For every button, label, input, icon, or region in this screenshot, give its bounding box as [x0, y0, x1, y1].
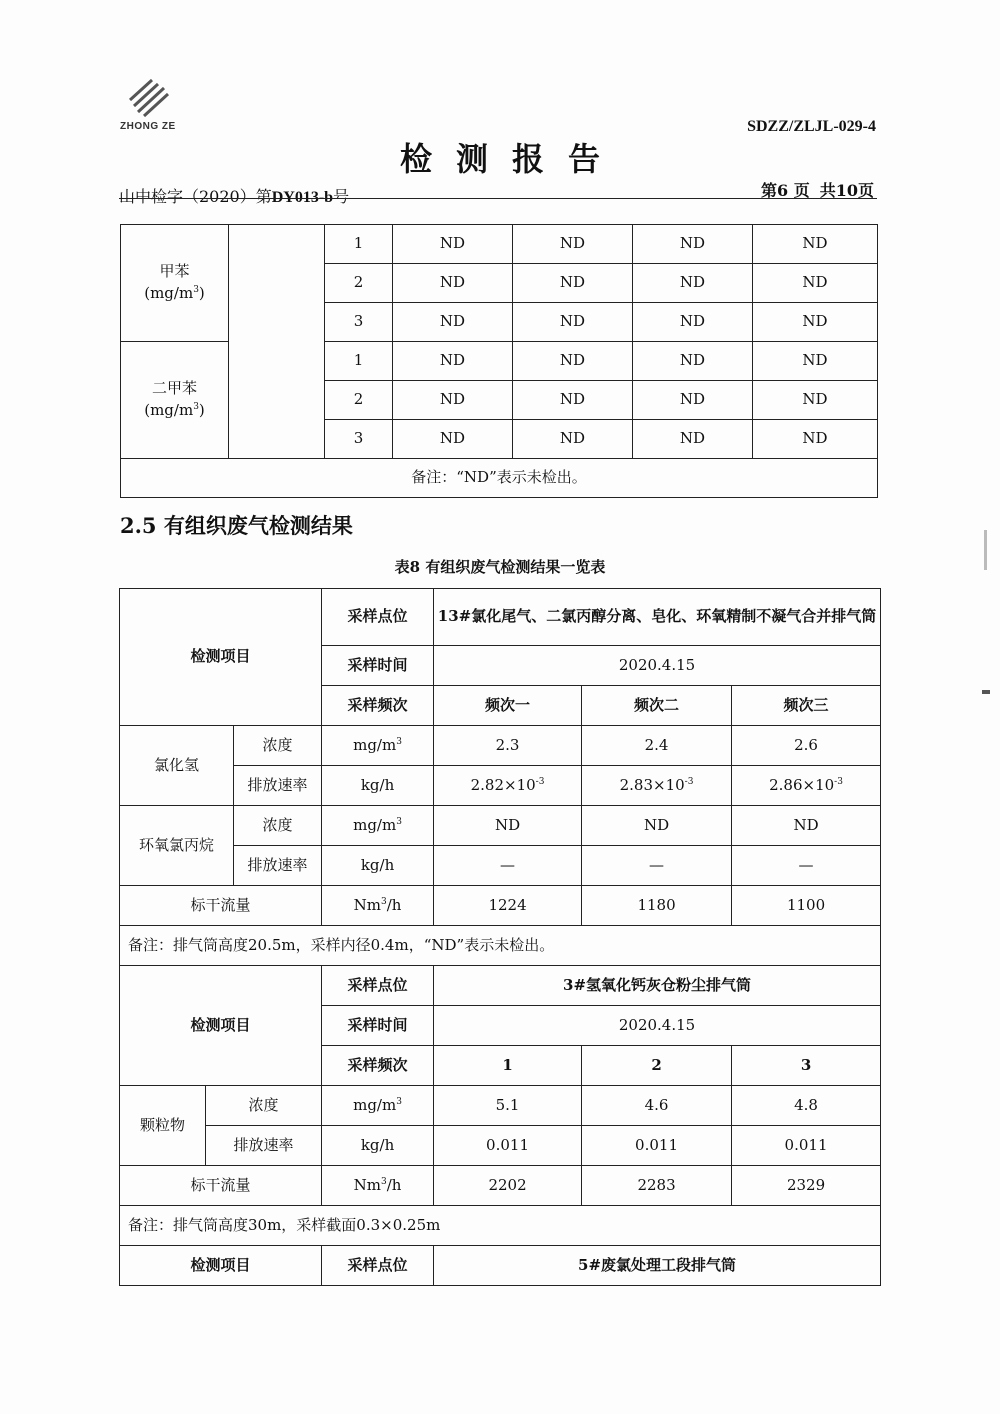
item-header: 检测项目: [120, 1246, 322, 1286]
freq-cell: 频次三: [732, 686, 881, 726]
result-cell: ND: [753, 264, 878, 303]
result-cell: ND: [513, 420, 633, 459]
page-title: 检测报告: [399, 140, 624, 178]
value-cell: 2.3: [434, 726, 582, 766]
value-cell: ND: [434, 806, 582, 846]
flow-label: 标干流量: [120, 1166, 322, 1206]
rate-label: 排放速率: [206, 1126, 322, 1166]
table-row: [120, 1206, 881, 1246]
table-row: [120, 589, 881, 646]
value-cell: 2.4: [582, 726, 732, 766]
result-cell: ND: [633, 381, 753, 420]
unit-conc: $mg/m^3$: [322, 806, 434, 846]
rate-label: 排放速率: [234, 846, 322, 886]
value-cell: 2329: [732, 1166, 881, 1206]
sample-no: 2: [325, 381, 393, 420]
value-cell: ND: [582, 806, 732, 846]
scan-mark: [984, 530, 987, 570]
analyte-hcl: 氯化氢: [120, 726, 234, 806]
result-cell: ND: [513, 342, 633, 381]
sample-no: 3: [325, 303, 393, 342]
freq-cell: 1: [434, 1046, 582, 1086]
conc-label: 浓度: [234, 726, 322, 766]
table-row: [120, 846, 881, 886]
emission-results-table: [119, 588, 881, 1286]
table-row: [120, 966, 881, 1006]
document-number: SDZZ/ZLJL-029-4: [747, 118, 876, 135]
company-logo-icon: [122, 78, 172, 118]
result-cell: ND: [513, 264, 633, 303]
sampling-point: 13#氯化尾气、二氯丙醇分离、皂化、环氧精制不凝气合并排气筒: [434, 589, 881, 646]
result-cell: ND: [633, 420, 753, 459]
conc-label: 浓度: [206, 1086, 322, 1126]
unit-flow: Nm$^3$/h: [322, 1166, 434, 1206]
table-row: [120, 926, 881, 966]
report-prefix: 山中检字（2020）第: [119, 187, 272, 206]
point-label: 采样点位: [322, 966, 434, 1006]
unit-flow: Nm$^3$/h: [322, 886, 434, 926]
value-cell: 1224: [434, 886, 582, 926]
scan-mark: [982, 690, 990, 694]
analyte-particulate: 颗粒物: [120, 1086, 206, 1166]
value-cell: 4.8: [732, 1086, 881, 1126]
analyte-xylene: 二甲苯 $(mg/m^3)$: [121, 342, 229, 459]
analyte-epichlorohydrin: 环氧氯丙烷: [120, 806, 234, 886]
result-cell: ND: [753, 303, 878, 342]
value-cell: 0.011: [582, 1126, 732, 1166]
freq-cell: 2: [582, 1046, 732, 1086]
item-header: 检测项目: [120, 589, 322, 726]
value-cell: 1100: [732, 886, 881, 926]
table-row: [121, 225, 878, 264]
result-cell: ND: [393, 264, 513, 303]
remark-row: 备注：排气筒高度30m，采样截面0.3×0.25m: [120, 1206, 881, 1246]
result-cell: ND: [633, 342, 753, 381]
value-cell: 1180: [582, 886, 732, 926]
result-cell: ND: [633, 264, 753, 303]
value-cell: 4.6: [582, 1086, 732, 1126]
result-cell: ND: [633, 303, 753, 342]
value-cell: $2.83\times 10^{-3}$: [582, 766, 732, 806]
table-row: [120, 806, 881, 846]
value-cell: $2.86\times 10^{-3}$: [732, 766, 881, 806]
value-cell: $2.82\times 10^{-3}$: [434, 766, 582, 806]
table-row: [120, 1126, 881, 1166]
table-row: [120, 1246, 881, 1286]
result-cell: ND: [513, 303, 633, 342]
point-label: 采样点位: [322, 1246, 434, 1286]
time-label: 采样时间: [322, 1006, 434, 1046]
value-cell: 5.1: [434, 1086, 582, 1126]
value-cell: 0.011: [434, 1126, 582, 1166]
sampling-time: 2020.4.15: [434, 1006, 881, 1046]
blank-cell: [229, 225, 325, 459]
result-cell: ND: [393, 342, 513, 381]
unit-rate: kg/h: [322, 766, 434, 806]
unit-rate: kg/h: [322, 1126, 434, 1166]
page-total: 共10页: [819, 181, 874, 200]
value-cell: 2202: [434, 1166, 582, 1206]
report-number: [119, 184, 349, 207]
sampling-point: 3#氢氧化钙灰仓粉尘排气筒: [434, 966, 881, 1006]
value-cell: —: [434, 846, 582, 886]
freq-label: 采样频次: [322, 1046, 434, 1086]
result-cell: ND: [393, 303, 513, 342]
freq-cell: 频次二: [582, 686, 732, 726]
conc-label: 浓度: [234, 806, 322, 846]
value-cell: 2283: [582, 1166, 732, 1206]
table-row: [120, 726, 881, 766]
item-header: 检测项目: [120, 966, 322, 1086]
table-row: [120, 766, 881, 806]
table-row: [120, 886, 881, 926]
freq-cell: 3: [732, 1046, 881, 1086]
report-code: DY013-b: [271, 189, 334, 206]
freq-label: 采样频次: [322, 686, 434, 726]
sample-no: 1: [325, 225, 393, 264]
logo-text: ZHONG ZE: [120, 121, 176, 132]
value-cell: 0.011: [732, 1126, 881, 1166]
header-divider: [119, 198, 877, 199]
flow-label: 标干流量: [120, 886, 322, 926]
value-cell: 2.6: [732, 726, 881, 766]
remark-row: 备注：“ND”表示未检出。: [121, 459, 878, 498]
table-caption: 表8 有组织废气检测结果一览表: [394, 558, 606, 576]
value-cell: ND: [732, 806, 881, 846]
table-row: [120, 1166, 881, 1206]
value-cell: —: [582, 846, 732, 886]
result-cell: ND: [393, 225, 513, 264]
result-cell: ND: [753, 342, 878, 381]
result-cell: ND: [393, 420, 513, 459]
unit-rate: kg/h: [322, 846, 434, 886]
voc-results-table: [120, 224, 878, 498]
unit-conc: $mg/m^3$: [322, 1086, 434, 1126]
unit-conc: $mg/m^3$: [322, 726, 434, 766]
freq-cell: 频次一: [434, 686, 582, 726]
remark-row: 备注：排气筒高度20.5m，采样内径0.4m，“ND”表示未检出。: [120, 926, 881, 966]
sample-no: 3: [325, 420, 393, 459]
rate-label: 排放速率: [234, 766, 322, 806]
sample-no: 2: [325, 264, 393, 303]
report-suffix: 号: [333, 187, 350, 206]
result-cell: ND: [753, 420, 878, 459]
result-cell: ND: [393, 381, 513, 420]
sampling-point: 5#废氯处理工段排气筒: [434, 1246, 881, 1286]
page-current: 第6 页: [761, 181, 810, 200]
result-cell: ND: [753, 381, 878, 420]
section-title: 2.5 有组织废气检测结果: [120, 513, 353, 538]
value-cell: —: [732, 846, 881, 886]
result-cell: ND: [513, 381, 633, 420]
time-label: 采样时间: [322, 646, 434, 686]
table-row: [120, 1086, 881, 1126]
result-cell: ND: [753, 225, 878, 264]
sample-no: 1: [325, 342, 393, 381]
point-label: 采样点位: [322, 589, 434, 646]
analyte-toluene: 甲苯 $(mg/m^3)$: [121, 225, 229, 342]
result-cell: ND: [513, 225, 633, 264]
table-row: [121, 459, 878, 498]
result-cell: ND: [633, 225, 753, 264]
sampling-time: 2020.4.15: [434, 646, 881, 686]
